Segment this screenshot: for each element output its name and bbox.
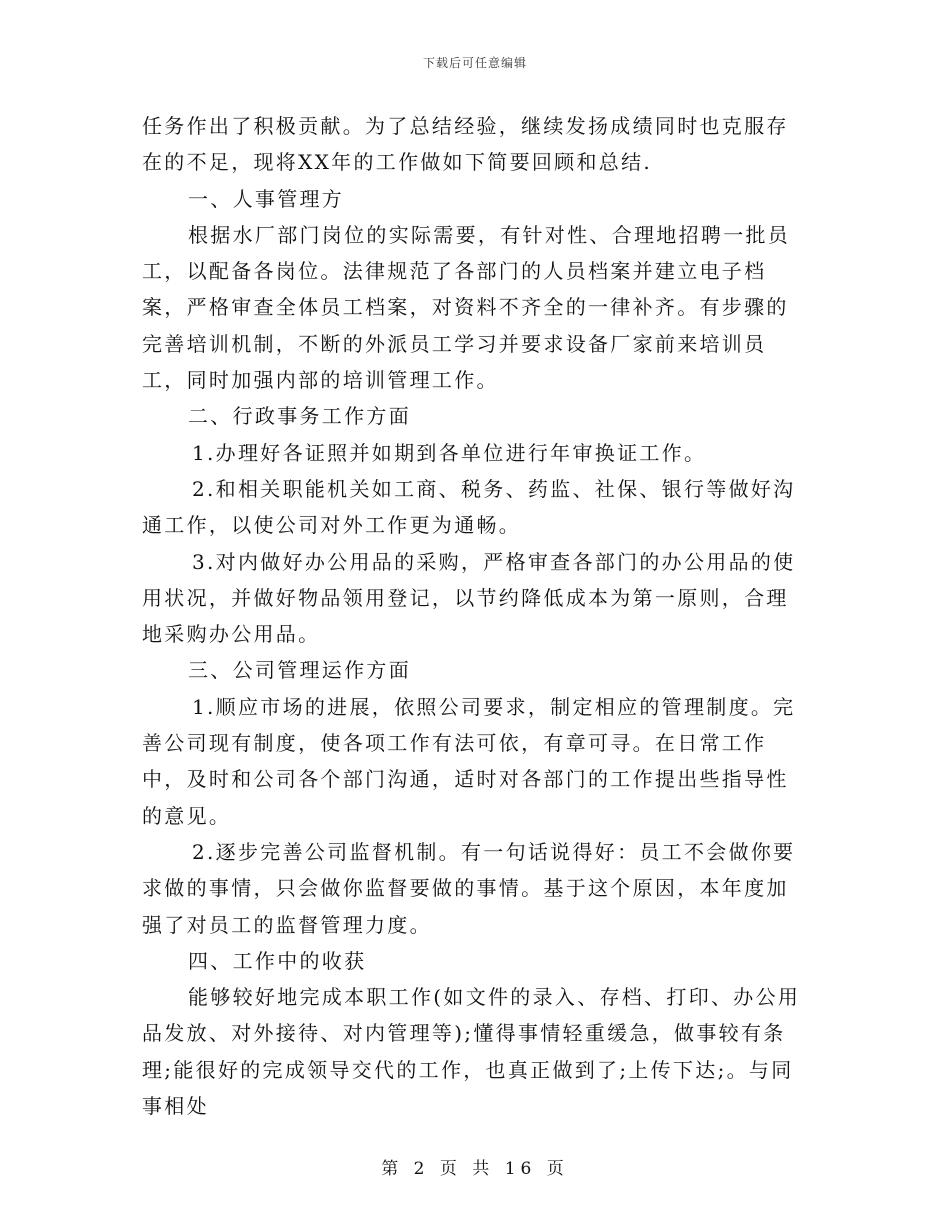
paragraph-gains: 能够较好地完成本职工作(如文件的录入、存档、打印、办公用品发放、对外接待、对内管理等);懂得事情轻重缓急，做事较有条理;能很好的完成领导交代的工作，也真正做到了;上传下达;。与同事相处 <box>142 985 801 1119</box>
section-heading-management: 三、公司管理运作方面 <box>188 658 411 683</box>
section-heading-administration: 二、行政事务工作方面 <box>188 404 411 429</box>
paragraph-intro-continuation: 任务作出了积极贡献。为了总结经验，继续发扬成绩同时也克服存在的不足，现将XX年的工作做如下简要回顾和总结. <box>142 114 789 175</box>
page-header: 下载后可任意编辑 <box>422 56 527 70</box>
section-heading-personnel: 一、人事管理方 <box>188 186 345 211</box>
list-item-management-2: 2.逐步完善公司监督机制。有一句话说得好：员工不会做你要求做的事情，只会做你监督要做的事情。基于这个原因，本年度加强了对员工的监督管理力度。 <box>142 839 796 937</box>
list-item-admin-1: 1.办理好各证照并如期到各单位进行年审换证工作。 <box>192 440 707 465</box>
paragraph-personnel: 根据水厂部门岗位的实际需要，有针对性、合理地招聘一批员工，以配备各岗位。法律规范了各部门的人员档案并建立电子档案，严格审查全体员工档案，对资料不齐全的一律补齐。有步骤的完善培训机制，不断的外派员工学习并要求设备厂家前来培训员工，同时加强内部的培训管理工作。 <box>142 222 791 393</box>
section-heading-gains: 四、工作中的收获 <box>188 948 367 973</box>
list-item-admin-2: 2.和相关职能机关如工商、税务、药监、社保、银行等做好沟通工作，以使公司对外工作更为通畅。 <box>142 476 796 538</box>
list-item-management-1: 1.顺应市场的进展，依照公司要求，制定相应的管理制度。完善公司现有制度，使各项工作有法可依，有章可寻。在日常工作中，及时和公司各个部门沟通，适时对各部门的工作提出些指导性的意见。 <box>142 694 796 828</box>
document-body <box>142 108 808 1124</box>
page-number-footer: 第 2 页 共 16 页 <box>381 1159 569 1179</box>
list-item-admin-3: 3.对内做好办公用品的采购，严格审查各部门的办公用品的使用状况，并做好物品领用登记，以节约降低成本为第一原则，合理地采购办公用品。 <box>142 549 796 647</box>
